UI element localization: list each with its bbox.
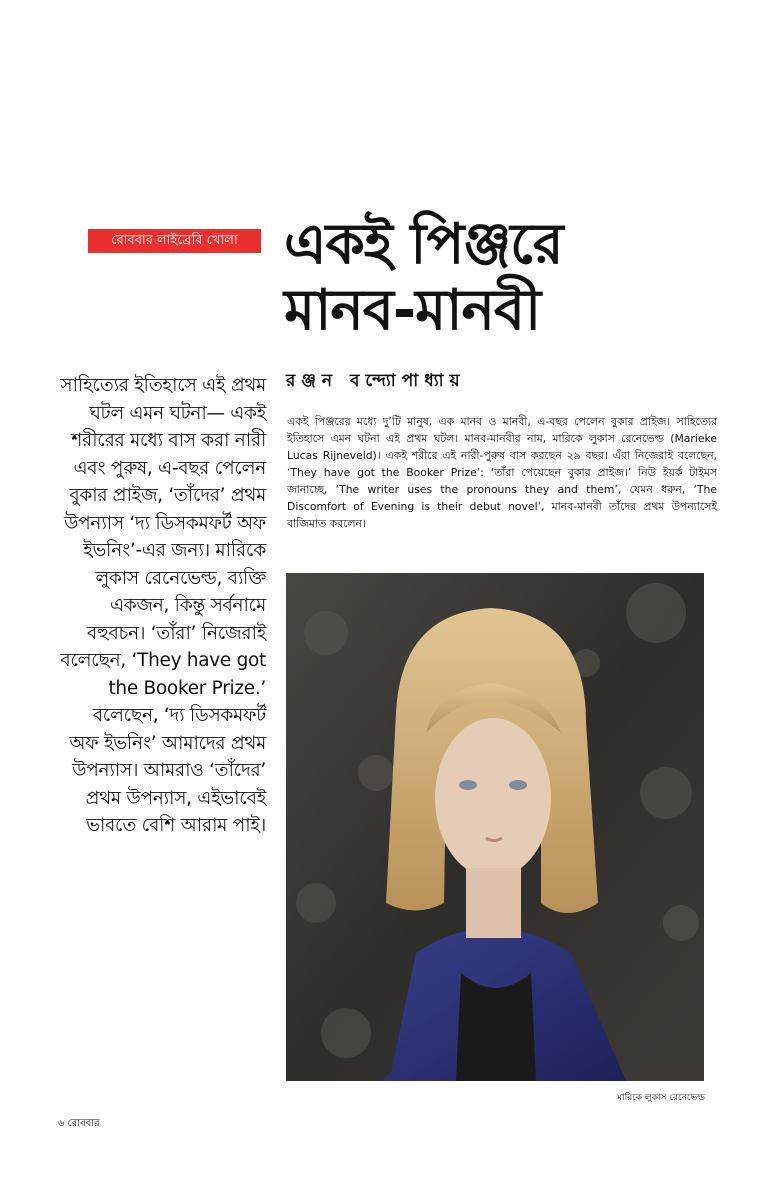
pull-quote: সাহিত্যের ইতিহাসে এই প্রথম ঘটল এমন ঘটনা— একই শরীরের মধ্যে বাস করা নারী এবং পুরুষ, এ-বছর পেলেন বুকার প্রাইজ, ‘তাঁদের’ প্রথম উপন্যাস ‘দ্য ডিসকমফর্ট অফ ইভনিং’-এর জন্য। মারিকে লুকাস রেনেভেল্ড, ব্যক্তি একজন, কিন্তু সর্বনামে বহুবচন। ‘তাঁরা’ নিজেরাই বলেছেন, ‘They have got the Booker Prize.’ বলেছেন, ‘দ্য ডিসকমফর্ট অফ ইভনিং’ আমাদের প্রথম উপন্যাস। আমরাও ‘তাঁদের’ প্রথম উপন্যাস, এইভাবেই ভাবতে বেশি আরাম পাই। (60, 375, 266, 836)
photo-caption: মারিকে লুকাস রেনেভেল্ড (617, 1093, 705, 1103)
headline-line-1: একই পিঞ্জরে (284, 212, 563, 277)
headline (284, 212, 754, 344)
intro-paragraph: একই পিঞ্জরের মধ্যে দু’টি মানুষ, এক মানব ও মানবী, এ-বছর পেলেন বুকার প্রাইজ। সাহিত্যের ইতিহাসে এমন ঘটনা এই প্রথম ঘটল। মানব-মানবীর নাম, মারিকে লুকাস রেনেভেল্ড (Marieke Lucas Rijneveld)। একই শরীরে এই নারী-পুরুষ বাস করছেন ২৯ বছর। এঁরা নিজেরাই বলেছেন, ‘They have got the Booker Prize’: ‘তাঁরা পেয়েছেন বুকার প্রাইজ।’ নিউ ইয়র্ক টাইমস জানাচ্ছে, ‘The writer uses the pronouns they and them’, যেমন ধরুন, ‘The Discomfort of Evening is their debut novel’, মানব-মানবী তাঁদের প্রথম উপন্যাসেই বাজিমাত করলেন। (287, 415, 717, 530)
byline: রঞ্জন বন্দ্যোপাধ্যায় (286, 371, 466, 391)
author-photo (286, 573, 704, 1081)
headline-line-2: মানব-মানবী (284, 278, 541, 343)
section-tag: রোববার লাইব্রেরি খোলা (88, 229, 261, 253)
page-folio: ৬ রোববার (58, 1118, 100, 1129)
